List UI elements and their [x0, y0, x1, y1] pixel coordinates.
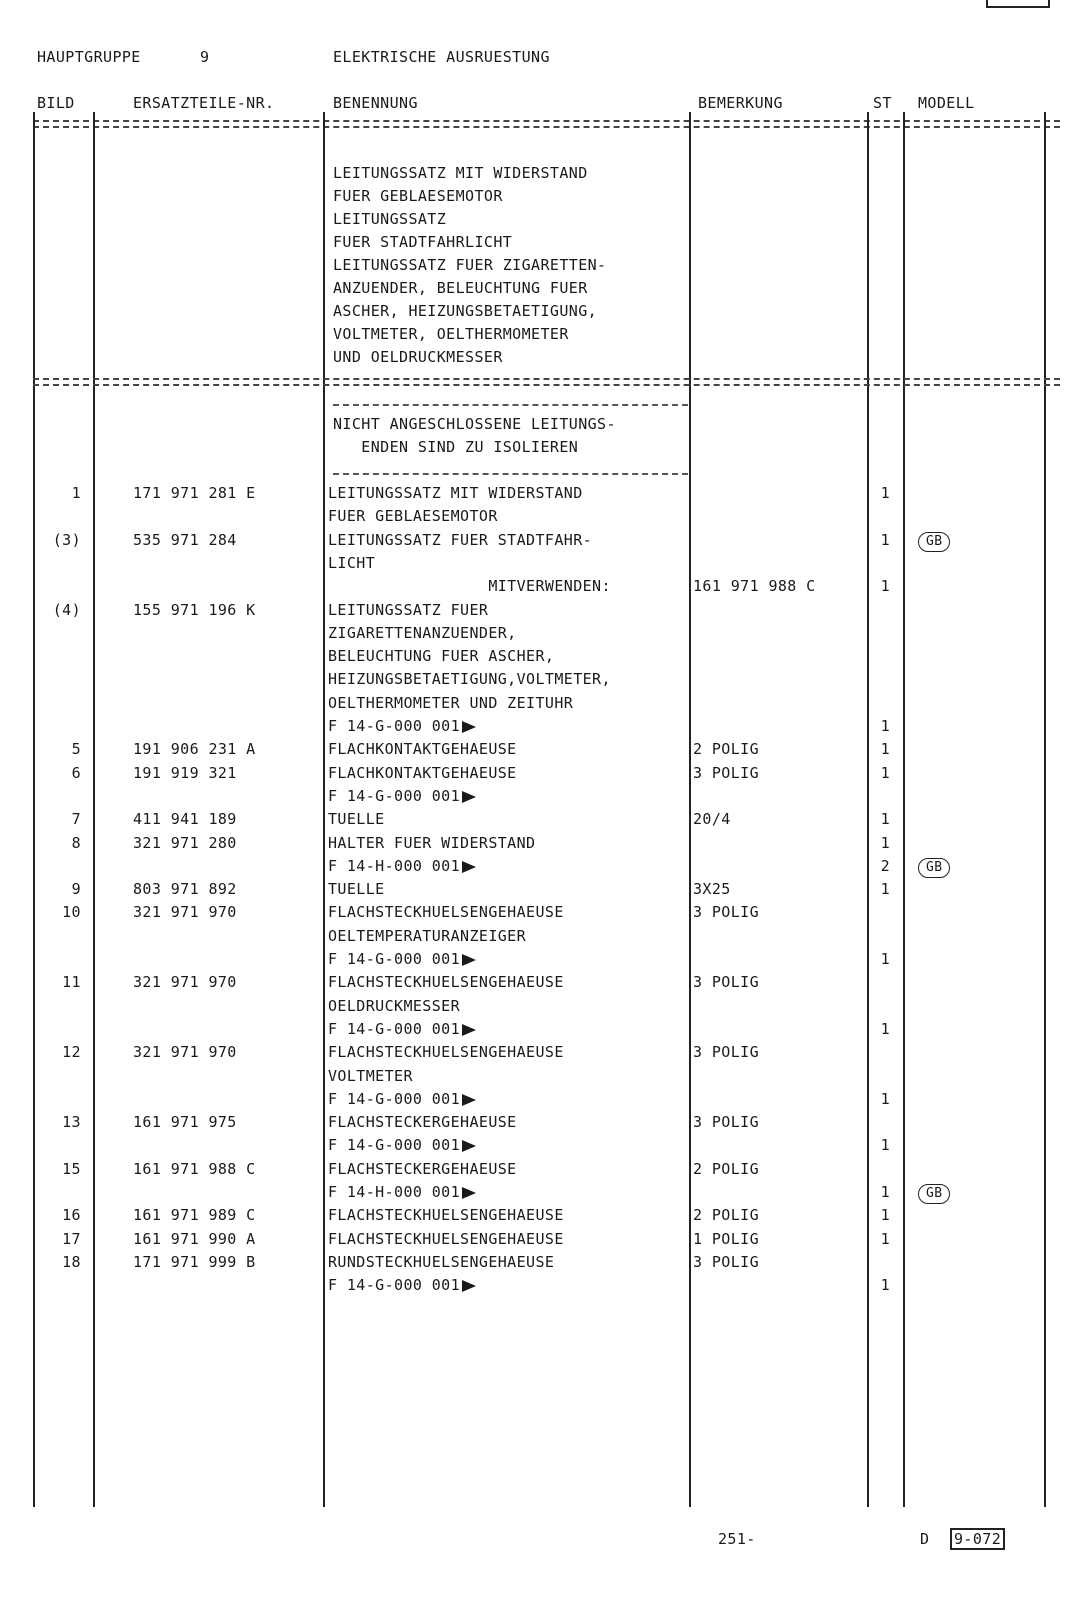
model-badge-gb: GB [918, 532, 950, 552]
bild-cell: 9 [71, 880, 81, 898]
benennung-cell: F 14-G-000 001 [328, 1274, 476, 1297]
corner-box [986, 0, 1050, 8]
bemerkung-cell: 2 POLIG [693, 1206, 760, 1224]
part-number-cell: 161 971 989 C [133, 1206, 256, 1224]
benennung-cell: MITVERWENDEN: [328, 577, 611, 595]
benennung-cell: LICHT [328, 554, 376, 572]
page-number: 251- [718, 1530, 756, 1548]
benennung-cell: F 14-H-000 001 [328, 1181, 476, 1204]
quantity-cell: 1 [880, 834, 890, 852]
bemerkung-cell: 3 POLIG [693, 764, 760, 782]
benennung-cell: F 14-G-000 001 [328, 1088, 476, 1111]
bemerkung-cell: 3 POLIG [693, 1043, 760, 1061]
note-line: ENDEN SIND ZU ISOLIEREN [333, 438, 579, 456]
group-label: HAUPTGRUPPE [37, 48, 141, 66]
modell-cell [918, 1181, 950, 1204]
part-number-cell: 161 971 975 [133, 1113, 237, 1131]
column-divider [93, 112, 95, 1507]
bild-cell: 15 [62, 1160, 81, 1178]
part-number-cell: 191 919 321 [133, 764, 237, 782]
arrow-right-icon [462, 791, 476, 803]
part-number-cell: 171 971 999 B [133, 1253, 256, 1271]
benennung-cell: FLACHSTECKHUELSENGEHAEUSE [328, 1043, 564, 1061]
bild-cell: 12 [62, 1043, 81, 1061]
part-number-cell: 161 971 990 A [133, 1230, 256, 1248]
header-rule [33, 120, 1060, 122]
header-rule-2 [33, 126, 1060, 128]
part-number-cell: 321 971 970 [133, 903, 237, 921]
bemerkung-cell: 3 POLIG [693, 973, 760, 991]
arrow-right-icon [462, 721, 476, 733]
benennung-cell: HALTER FUER WIDERSTAND [328, 834, 536, 852]
note-rule-bottom [333, 473, 688, 475]
benennung-cell: F 14-G-000 001 [328, 715, 476, 738]
arrow-right-icon [462, 1140, 476, 1152]
bemerkung-cell: 20/4 [693, 810, 731, 828]
part-number-cell: 321 971 280 [133, 834, 237, 852]
bemerkung-cell: 161 971 988 C [693, 577, 816, 595]
part-number-cell: 411 941 189 [133, 810, 237, 828]
quantity-cell: 1 [880, 577, 890, 595]
quantity-cell: 1 [880, 764, 890, 782]
bild-cell: (3) [52, 531, 81, 549]
quantity-cell: 1 [880, 1276, 890, 1294]
model-badge-gb: GB [918, 858, 950, 878]
arrow-right-icon [462, 861, 476, 873]
column-header-bild: BILD [37, 94, 75, 112]
benennung-cell: FLACHKONTAKTGEHAEUSE [328, 764, 517, 782]
benennung-cell: F 14-H-000 001 [328, 855, 476, 878]
benennung-cell: RUNDSTECKHUELSENGEHAEUSE [328, 1253, 555, 1271]
model-badge-gb: GB [918, 1184, 950, 1204]
column-divider [689, 112, 691, 1507]
column-header-st: ST [873, 94, 892, 112]
column-divider [1044, 112, 1046, 1507]
modell-cell [918, 855, 950, 878]
benennung-cell: HEIZUNGSBETAETIGUNG,VOLTMETER, [328, 670, 611, 688]
note-line: NICHT ANGESCHLOSSENE LEITUNGS- [333, 415, 616, 433]
bemerkung-cell: 3 POLIG [693, 1113, 760, 1131]
bild-cell: 17 [62, 1230, 81, 1248]
note-rule-top [333, 404, 688, 406]
intro-line: VOLTMETER, OELTHERMOMETER [333, 325, 569, 343]
bild-cell: 6 [71, 764, 81, 782]
bild-cell: 11 [62, 973, 81, 991]
bemerkung-cell: 1 POLIG [693, 1230, 760, 1248]
benennung-cell: TUELLE [328, 810, 385, 828]
bild-cell: 13 [62, 1113, 81, 1131]
benennung-cell: TUELLE [328, 880, 385, 898]
intro-line: ANZUENDER, BELEUCHTUNG FUER [333, 279, 588, 297]
part-number-cell: 191 906 231 A [133, 740, 256, 758]
benennung-cell: VOLTMETER [328, 1067, 413, 1085]
bild-cell: 10 [62, 903, 81, 921]
column-divider [323, 112, 325, 1507]
quantity-cell: 1 [880, 1206, 890, 1224]
intro-line: FUER STADTFAHRLICHT [333, 233, 513, 251]
part-number-cell: 155 971 196 K [133, 601, 256, 619]
quantity-cell: 1 [880, 717, 890, 735]
section-rule-2 [33, 384, 1060, 386]
quantity-cell: 1 [880, 1020, 890, 1038]
intro-line: LEITUNGSSATZ [333, 210, 447, 228]
bemerkung-cell: 3 POLIG [693, 1253, 760, 1271]
benennung-cell: FLACHSTECKHUELSENGEHAEUSE [328, 903, 564, 921]
arrow-right-icon [462, 954, 476, 966]
benennung-cell: OELTEMPERATURANZEIGER [328, 927, 527, 945]
benennung-cell: OELTHERMOMETER UND ZEITUHR [328, 694, 574, 712]
part-number-cell: 535 971 284 [133, 531, 237, 549]
page-code-box: 9-072 [950, 1528, 1005, 1550]
quantity-cell: 1 [880, 1183, 890, 1201]
column-header-ersatzteile: ERSATZTEILE-NR. [133, 94, 275, 112]
part-number-cell: 803 971 892 [133, 880, 237, 898]
quantity-cell: 1 [880, 1136, 890, 1154]
bild-cell: 7 [71, 810, 81, 828]
modell-cell [918, 529, 950, 552]
benennung-cell: LEITUNGSSATZ FUER [328, 601, 489, 619]
quantity-cell: 2 [880, 857, 890, 875]
intro-line: FUER GEBLAESEMOTOR [333, 187, 503, 205]
group-number: 9 [200, 48, 210, 66]
intro-line: ASCHER, HEIZUNGSBETAETIGUNG, [333, 302, 598, 320]
page-code [950, 1528, 1005, 1551]
quantity-cell: 1 [880, 1230, 890, 1248]
bild-cell: 8 [71, 834, 81, 852]
benennung-cell: LEITUNGSSATZ MIT WIDERSTAND [328, 484, 583, 502]
bemerkung-cell: 2 POLIG [693, 1160, 760, 1178]
bemerkung-cell: 2 POLIG [693, 740, 760, 758]
benennung-cell: FLACHSTECKERGEHAEUSE [328, 1160, 517, 1178]
quantity-cell: 1 [880, 484, 890, 502]
column-divider [903, 112, 905, 1507]
quantity-cell: 1 [880, 880, 890, 898]
intro-line: UND OELDRUCKMESSER [333, 348, 503, 366]
benennung-cell: F 14-G-000 001 [328, 1018, 476, 1041]
benennung-cell: FLACHSTECKHUELSENGEHAEUSE [328, 1230, 564, 1248]
part-number-cell: 171 971 281 E [133, 484, 256, 502]
benennung-cell: FLACHSTECKHUELSENGEHAEUSE [328, 973, 564, 991]
quantity-cell: 1 [880, 1090, 890, 1108]
benennung-cell: FLACHKONTAKTGEHAEUSE [328, 740, 517, 758]
section-rule [33, 378, 1060, 380]
column-header-bemerkung: BEMERKUNG [698, 94, 783, 112]
quantity-cell: 1 [880, 531, 890, 549]
part-number-cell: 321 971 970 [133, 973, 237, 991]
benennung-cell: FLACHSTECKHUELSENGEHAEUSE [328, 1206, 564, 1224]
arrow-right-icon [462, 1094, 476, 1106]
part-number-cell: 321 971 970 [133, 1043, 237, 1061]
bild-cell: 18 [62, 1253, 81, 1271]
benennung-cell: FUER GEBLAESEMOTOR [328, 507, 498, 525]
benennung-cell: LEITUNGSSATZ FUER STADTFAHR- [328, 531, 593, 549]
benennung-cell: F 14-G-000 001 [328, 1134, 476, 1157]
quantity-cell: 1 [880, 810, 890, 828]
quantity-cell: 1 [880, 740, 890, 758]
bild-cell: 1 [71, 484, 81, 502]
part-number-cell: 161 971 988 C [133, 1160, 256, 1178]
benennung-cell: F 14-G-000 001 [328, 948, 476, 971]
benennung-cell: BELEUCHTUNG FUER ASCHER, [328, 647, 555, 665]
benennung-cell: OELDRUCKMESSER [328, 997, 461, 1015]
column-header-benennung: BENENNUNG [333, 94, 418, 112]
bild-cell: 5 [71, 740, 81, 758]
section-letter: D [920, 1530, 930, 1548]
bemerkung-cell: 3 POLIG [693, 903, 760, 921]
arrow-right-icon [462, 1187, 476, 1199]
bild-cell: (4) [52, 601, 81, 619]
bild-cell: 16 [62, 1206, 81, 1224]
intro-line: LEITUNGSSATZ MIT WIDERSTAND [333, 164, 588, 182]
intro-line: LEITUNGSSATZ FUER ZIGARETTEN- [333, 256, 607, 274]
quantity-cell: 1 [880, 950, 890, 968]
column-header-modell: MODELL [918, 94, 975, 112]
arrow-right-icon [462, 1024, 476, 1036]
benennung-cell: ZIGARETTENANZUENDER, [328, 624, 517, 642]
benennung-cell: FLACHSTECKERGEHAEUSE [328, 1113, 517, 1131]
bemerkung-cell: 3X25 [693, 880, 731, 898]
benennung-cell: F 14-G-000 001 [328, 785, 476, 808]
arrow-right-icon [462, 1280, 476, 1292]
group-title: ELEKTRISCHE AUSRUESTUNG [333, 48, 550, 66]
